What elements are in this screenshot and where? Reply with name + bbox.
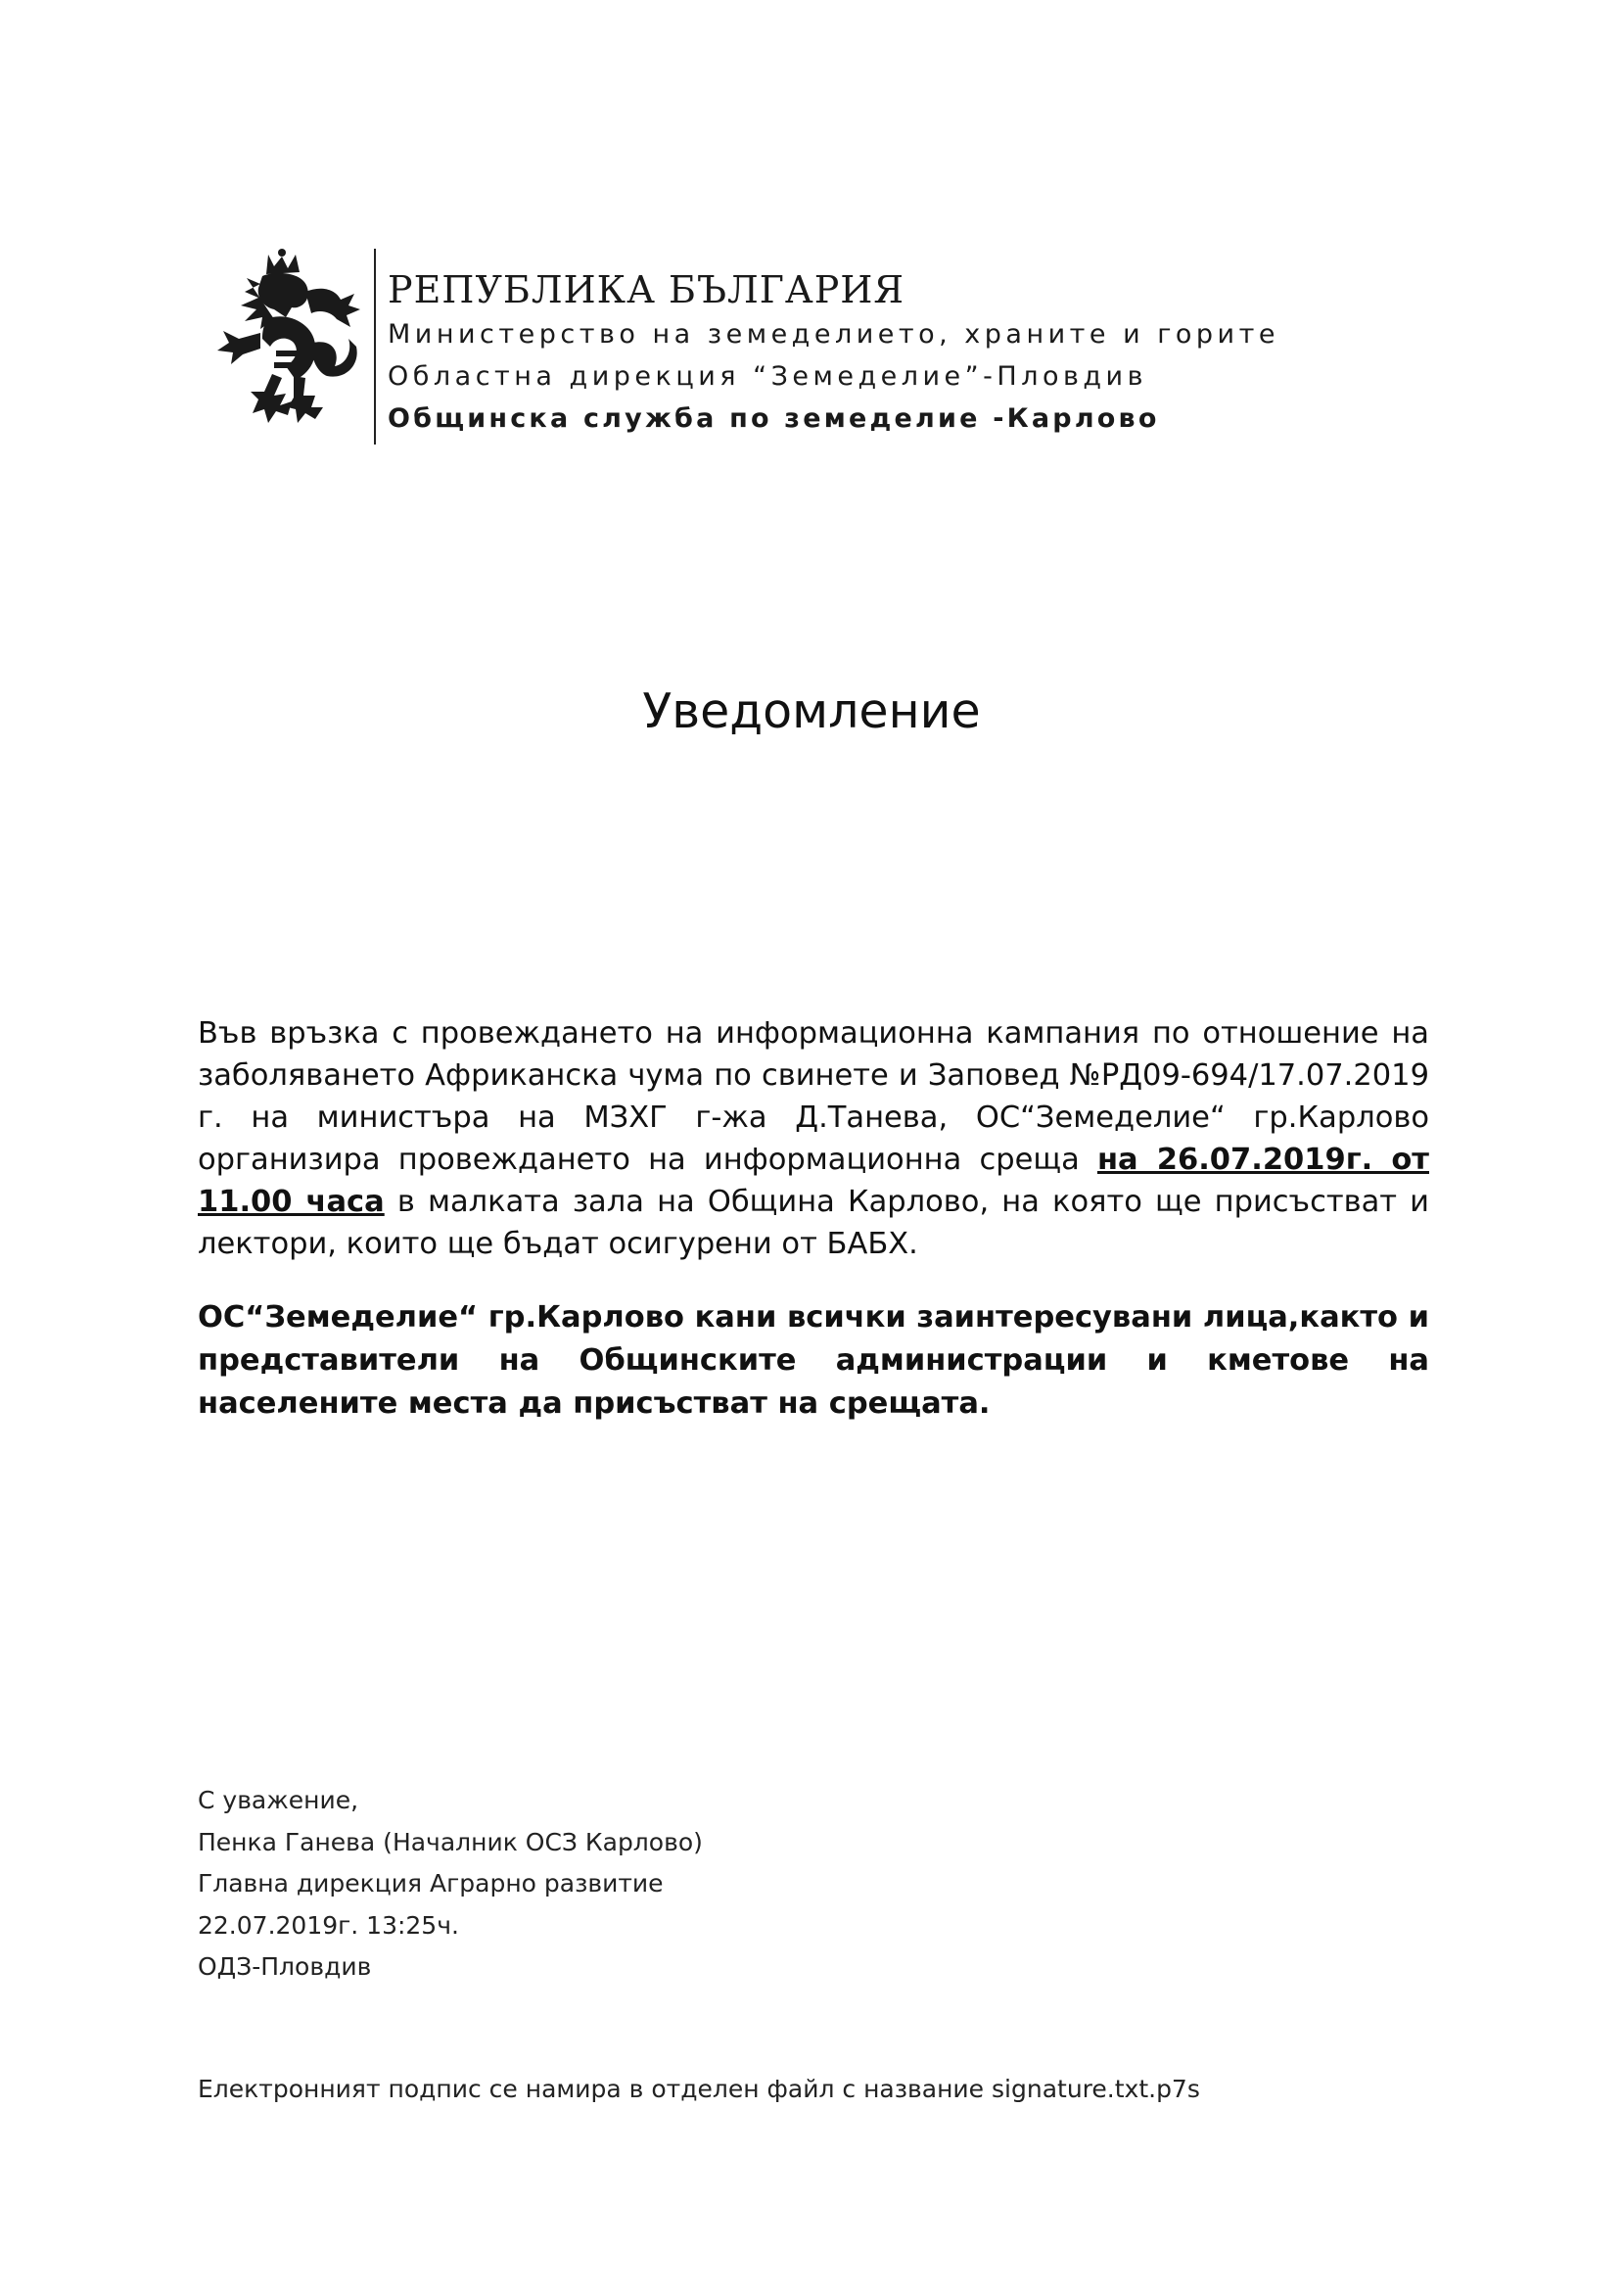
meeting-datetime: на 26.07.2019г. от 11.00 часа: [198, 1143, 1429, 1219]
signature-department: Главна дирекция Аграрно развитие: [198, 1869, 664, 1898]
header-municipal-service: Общинска служба по земеделие -Карлово: [388, 403, 1160, 434]
document-title: Уведомление: [642, 683, 981, 739]
letterhead: [388, 266, 1279, 440]
body-text-a: Във връзка с провеждането на информационна кампания по отношение на заболяването Африканска чума по свинете и Заповед №РД09-694/17.07.2019 г. на министъра на МЗХГ г-жа Д.Танева, ОС“Земеделие“ гр.Карлово организира провеждането на информационна среща: [198, 1016, 1429, 1177]
bulgarian-lion-emblem-icon: [217, 249, 360, 425]
signature-block: [198, 1780, 703, 1989]
electronic-signature-note: Електронният подпис се намира в отделен файл с название signature.txt.p7s: [198, 2075, 1200, 2103]
body-paragraph-1: [198, 1012, 1429, 1265]
header-ministry: Министерство на земеделието, храните и горите: [388, 319, 1279, 350]
signature-greeting: С уважение,: [198, 1786, 359, 1814]
signature-datetime: 22.07.2019г. 13:25ч.: [198, 1910, 459, 1940]
header-regional-directorate: Областна дирекция “Земеделие”-Пловдив: [388, 361, 1148, 392]
body-paragraph-2: ОС“Земеделие“ гр.Карлово кани всички заинтересувани лица,както и представители на Общинските администрации и кметове на населените места да присъстват на срещата.: [198, 1300, 1429, 1421]
header-republic: РЕПУБЛИКА БЪЛГАРИЯ: [388, 268, 905, 311]
signature-office: ОДЗ-Пловдив: [198, 1952, 372, 1981]
header-divider: [374, 249, 376, 445]
signature-name: Пенка Ганева (Началник ОСЗ Карлово): [198, 1827, 703, 1856]
body-text-b: в малката зала на Община Карлово, на която ще присъстват и лектори, които ще бъдат осигурени от БАБХ.: [198, 1185, 1429, 1261]
